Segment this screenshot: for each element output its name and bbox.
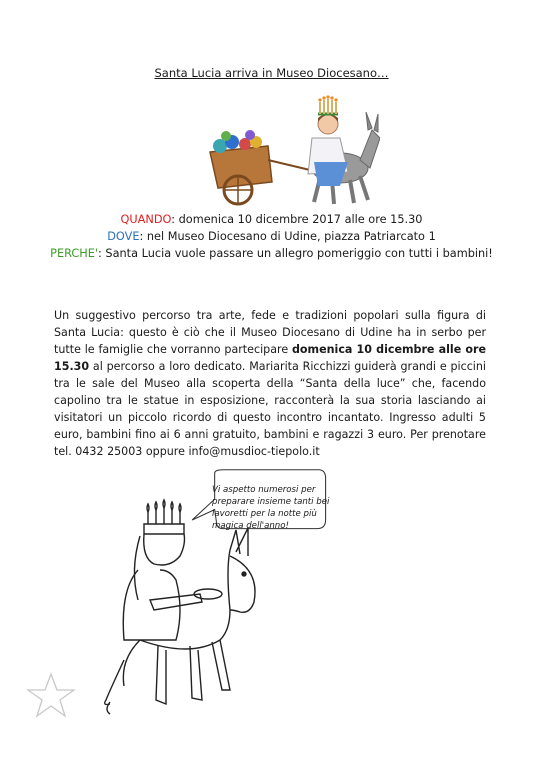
speech-text: Vi aspetto numerosi per preparare insieme tanti bei lavoretti per la notte più magica dell'anno! — [212, 485, 330, 531]
star-outline-icon — [26, 672, 76, 718]
info-quando — [0, 211, 543, 228]
page-title: Santa Lucia arriva in Museo Diocesano… — [154, 66, 389, 80]
quando-text: : domenica 10 dicembre 2017 alle ore 15.30 — [171, 213, 423, 226]
perche-text: : Santa Lucia vuole passare un allegro pomeriggio con tutti i bambini! — [98, 247, 493, 260]
event-description — [54, 307, 486, 460]
quando-label: QUANDO — [120, 213, 172, 226]
description-part-2: al percorso a loro dedicato. Mariarita Ricchizzi guiderà grandi e piccini tra le sale del Museo alla scoperta della “Santa della luce” che, facendo capolino tra le statue in esposizione, racconterà la sua storia lasciando ai visitatori un piccolo ricordo di questo incontro incantato. Ingresso adulti 5 euro, bambini fino ai 6 anni gratuito, bambini e ragazzi 3 euro. Per prenotare tel. 0432 25003 oppure info@musdioc-tiepolo.it — [54, 360, 486, 458]
info-perche — [0, 245, 543, 262]
description-date-bold: domenica 10 dicembre alle ore 15.30 — [54, 343, 486, 373]
info-dove — [0, 228, 543, 245]
santa-lucia-donkey-cart-illustration — [190, 90, 380, 210]
description-part-1: Un suggestivo percorso tra arte, fede e tradizioni popolari sulla figura di Santa Lucia: questo è ciò che il Museo Diocesano di Udine ha in serbo per tutte le famiglie che vorranno partecipare — [54, 309, 486, 356]
dove-text: : nel Museo Diocesano di Udine, piazza Patriarcato 1 — [139, 230, 436, 243]
dove-label: DOVE — [107, 230, 140, 243]
perche-label: PERCHE' — [50, 247, 99, 260]
santa-lucia-on-donkey-line-drawing — [80, 490, 270, 720]
